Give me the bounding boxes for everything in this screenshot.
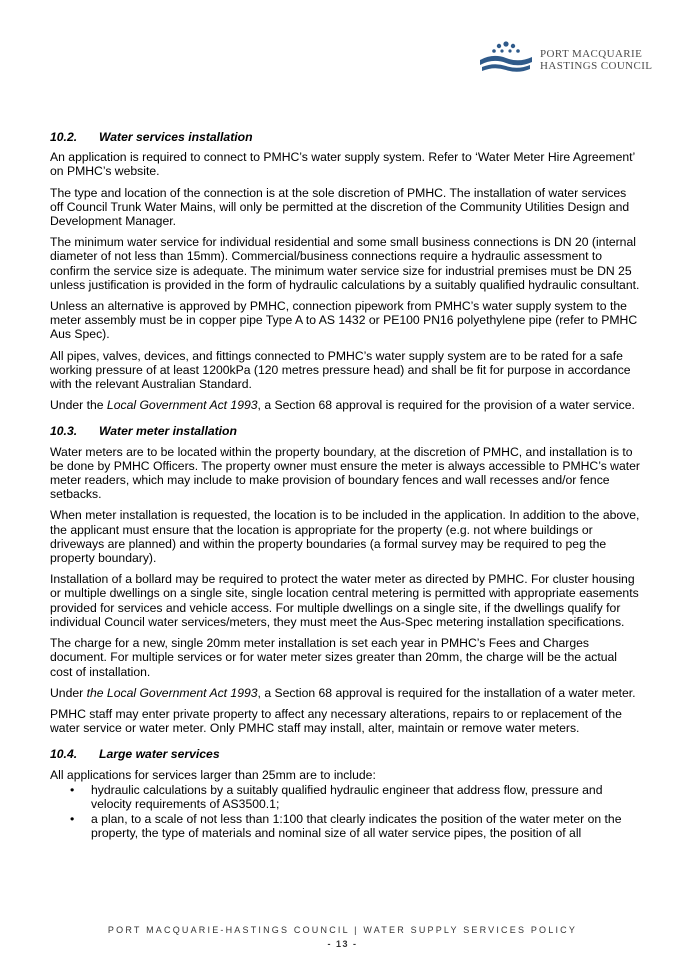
paragraph: All pipes, valves, devices, and fittings connected to PMHC’s water supply system are to be rated for a safe working pressure of at least 1200kPa (120 metres pressure head) and shall be fit for purpose in accordance with the relevant Australian Standard.	[50, 348, 631, 392]
act-title: the Local Government Act 1993	[86, 685, 258, 700]
section-title: Large water services	[99, 747, 220, 762]
text-run: , a Section 68 approval is required for the provision of a water service.	[257, 398, 635, 413]
text-run: Under the	[50, 398, 107, 413]
council-logo-mark	[478, 38, 534, 78]
requirements-list	[50, 783, 640, 841]
bullet-icon: •	[70, 782, 75, 797]
paragraph: PMHC staff may enter private property to affect any necessary alterations, repairs to or replacement of the water service or water meter. Only PMHC staff may install, alter, maintain or remove water meters.	[50, 706, 622, 736]
logo-text-line2: HASTINGS COUNCIL	[540, 60, 653, 72]
section-heading-10-3	[50, 424, 640, 438]
council-logo	[478, 38, 653, 78]
section-heading-10-4	[50, 747, 640, 761]
paragraph: When meter installation is requested, the location is to be included in the application. In addition to the above, the applicant must ensure that the location is appropriate for the property (e.g. not where buildings or driveways are planned) and within the property boundaries (a formal survey may be required to peg the property boundary).	[50, 508, 640, 566]
list-item-text: hydraulic calculations by a suitably qualified hydraulic engineer that address flow, pressure and velocity requirements of AS3500.1;	[91, 782, 603, 811]
paragraph	[50, 686, 640, 700]
section-title: Water meter installation	[99, 424, 237, 439]
footer-title: PORT MACQUARIE-HASTINGS COUNCIL | WATER SUPPLY SERVICES POLICY	[107, 925, 578, 935]
paragraph	[50, 398, 640, 412]
paragraph: The type and location of the connection is at the sole discretion of PMHC. The installation of water services off Council Trunk Water Mains, will only be permitted at the discretion of the Community Utilities Design and Development Manager.	[50, 185, 630, 229]
section-title: Water services installation	[99, 130, 253, 144]
list-item-text: a plan, to a scale of not less than 1:100 that clearly indicates the position of the water meter on the property, the type of materials and nominal size of all water service pipes, the position of all	[91, 812, 622, 841]
paragraph: Unless an alternative is approved by PMHC, connection pipework from PMHC’s water supply system to the meter assembly must be in copper pipe Type A to AS 1432 or PE100 PN16 polyethylene pipe (refer to PMHC Aus Spec).	[50, 299, 638, 342]
paragraph: The charge for a new, single 20mm meter installation is set each year in PMHC’s Fees and Charges document. For multiple services or for water meter sizes greater than 20mm, the charge will be the actual cost of installation.	[50, 636, 617, 679]
text-run: , a Section 68 approval is required for the installation of a water meter.	[257, 685, 636, 700]
section-number: 10.3.	[50, 424, 78, 439]
bullet-icon: •	[70, 812, 75, 827]
list-item	[50, 783, 640, 811]
paragraph: An application is required to connect to PMHC’s water supply system. Refer to ‘Water Meter Hire Agreement’ on PMHC’s website.	[50, 150, 635, 179]
section-heading-10-2	[50, 130, 640, 144]
paragraph: Water meters are to be located within the property boundary, at the discretion of PMHC, and installation is to be done by PMHC Officers. The property owner must ensure the meter is always accessible to PMHC’s water meter readers, which may include to make provision of boundary fences and wall recesses and/or fence setbacks.	[50, 444, 640, 502]
page-number: - 13 -	[327, 939, 358, 949]
paragraph: Installation of a bollard may be required to protect the water meter as directed by PMHC. For cluster housing or multiple dwellings on a single site, single location central metering is permitted with appropriate easements provided for services and vehicle access. For multiple dwellings on a single site, if the dwellings qualify for individual Council water services/meters, they must meet the Aus-Spec metering installation specifications.	[50, 572, 639, 629]
section-number: 10.4.	[50, 747, 78, 762]
list-item	[50, 812, 640, 840]
text-run: Under	[50, 685, 87, 700]
act-title: Local Government Act 1993	[106, 398, 258, 413]
document-body	[50, 130, 640, 842]
paragraph: All applications for services larger than 25mm are to include:	[50, 767, 376, 782]
paragraph: The minimum water service for individual residential and some small business connections is DN 20 (internal diameter of not less than 15mm). Commercial/business connections require a hydraulic assessment to confirm the service size is adequate. The minimum water service size for industrial premises must be DN 25 unless justification is provided in the form of hydraulic calculations by a suitably qualified hydraulic consultant.	[50, 235, 640, 292]
section-number: 10.2.	[50, 130, 78, 144]
logo-text-line1: PORT MACQUARIE	[540, 48, 643, 60]
